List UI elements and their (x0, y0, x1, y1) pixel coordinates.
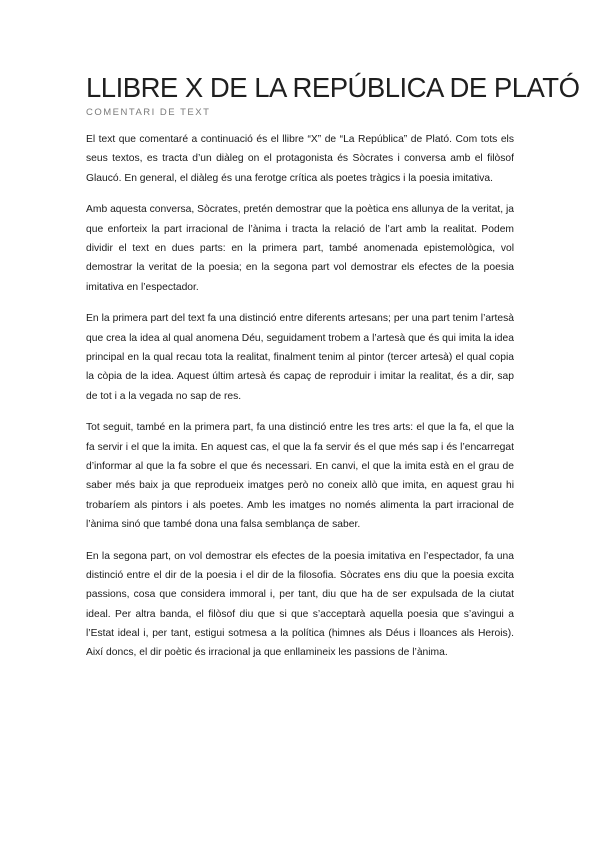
paragraph-5: En la segona part, on vol demostrar els efectes de la poesia imitativa en l’espectador, fa una distinció entre el dir de la poesia i el dir de la filosofia. Sòcrates ens diu que la poesia excita passions, cosa que considera immoral i, per tant, diu que ha de ser expulsada de la ciutat ideal. Per altra banda, el filòsof diu que si que s’acceptarà aquella poesia que s’avingui a l’Estat ideal i, per tant, estigui sotmesa a la política (himnes als Déus i lloances als Herois). Així doncs, el dir poètic és irracional ja que enllamineix les passions de l’ànima. (86, 550, 514, 659)
document-subtitle: COMENTARI DE TEXT (86, 107, 211, 118)
paragraph-1: El text que comentaré a continuació és el llibre “X” de “La República” de Plató. Com tots els seus textos, es tracta d’un diàleg on el protagonista és Sòcrates i conversa amb el filòsof Glaucó. En general, el diàleg és una ferotge crítica als poetes tràgics i la poesia imitativa. (86, 134, 514, 184)
paragraph-2: Amb aquesta conversa, Sòcrates, pretén demostrar que la poètica ens allunya de la veritat, ja que enforteix la part irracional de l’ànima i tracta la relació de l’art amb la realitat. Podem dividir el text en dues parts: en la primera part, també anomenada epistemològica, vol demostrar la veritat de la poesia; en la segona part vol demostrar els efectes de la poesia imitativa en l’espectador. (86, 204, 514, 293)
paragraph-3: En la primera part del text fa una distinció entre diferents artesans; per una part tenim l’artesà que crea la idea al qual anomena Déu, seguidament trobem a l’artesà que és qui imita la idea principal en la qual recau tota la realitat, finalment tenim al pintor (tercer artesà) el qual copia la còpia de la idea. Aquest últim artesà és capaç de reproduir i imitar la realitat, és a dir, sap de tot i a la vegada no sap de res. (86, 313, 514, 402)
paragraph-4: Tot seguit, també en la primera part, fa una distinció entre les tres arts: el que la fa, el que la fa servir i el que la imita. En aquest cas, el que la fa servir és el que més sap i és l’encarregat d’informar al que la fa sobre el que és necessari. En canvi, el que la imita està en el grau de saber més baix ja que reprodueix imatges però no coneix allò que imita, en aquest grau hi trobaríem als pintors i als poetes. Amb les imatges no només alimenta la part irracional de l’ànima sinó que també dona una falsa semblança de saber. (86, 422, 514, 530)
document-title: LLIBRE X DE LA REPÚBLICA DE PLATÓ (86, 72, 580, 103)
document-body (86, 130, 514, 662)
